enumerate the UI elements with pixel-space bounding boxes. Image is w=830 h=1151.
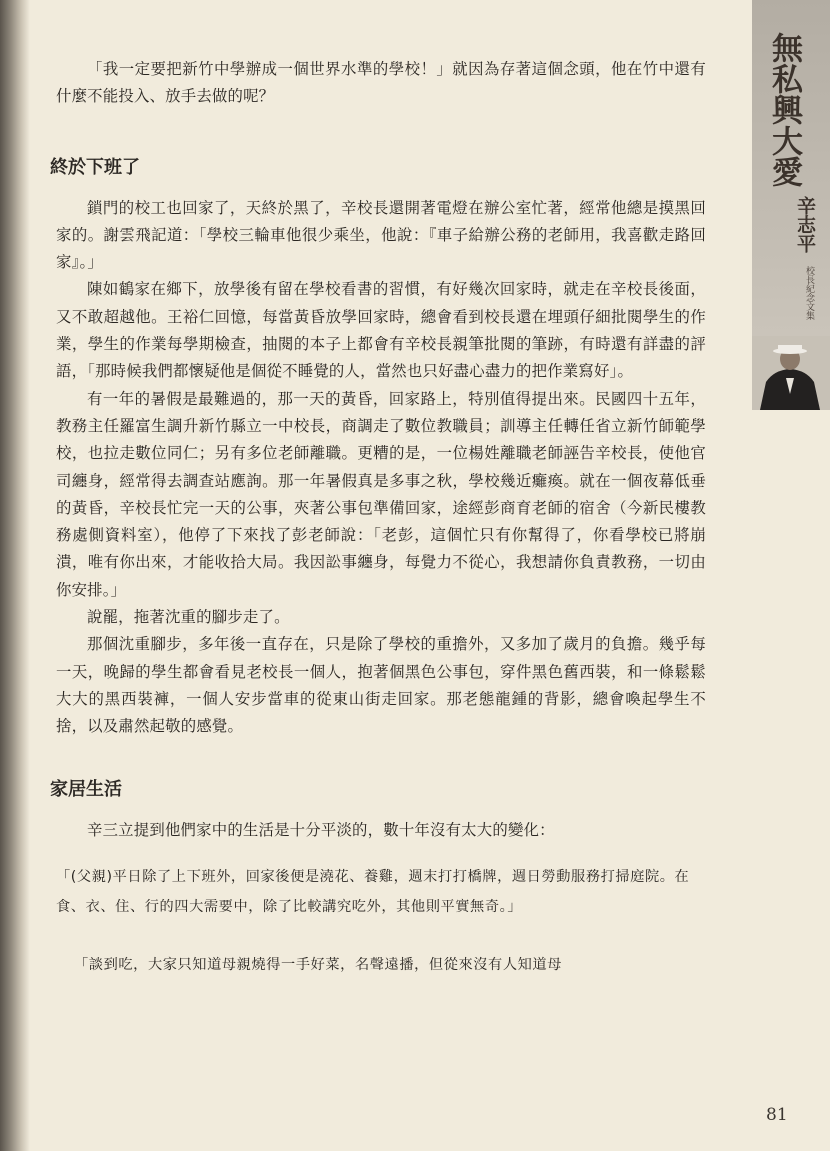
page-body [50,56,706,980]
section-heading-home-life: 家居生活 [50,778,122,800]
quote-block: 「談到吃，大家只知道母親燒得一手好菜，名聲遠播，但從來沒有人知道母 [74,956,562,973]
book-spine-shadow [0,0,30,1151]
author-photo [752,336,830,410]
page-number: 81 [766,1105,788,1125]
paragraph: 說罷，拖著沈重的腳步走了。 [87,608,290,627]
paragraph: 那個沈重腳步，多年後一直存在，只是除了學校的重擔外，又多加了歲月的負擔。幾乎每一天，晚歸的學生都會看見老校長一個人，抱著個黑色公事包，穿件黑色舊西裝，和一條鬆鬆大大的黑西裝褲，一個人安步當車的從東山街走回家。那老態龍鍾的背影，總會喚起學生不捨，以及肅然起敬的感覺。 [56,635,706,736]
paragraph: 陳如鶴家在鄉下，放學後有留在學校看書的習慣，有好幾次回家時，就走在辛校長後面，又不敢超越他。王裕仁回憶，每當黃昏放學回家時，總會看到校長還在埋頭仔細批閱學生的作業，學生的作業每學期檢查，抽閱的本子上都會有辛校長親筆批閱的筆跡，有時還有詳盡的評語，「那時候我們都懷疑他是個從不睡覺的人，當然也只好盡心盡力的把作業寫好」。 [56,280,706,381]
quote-block: 「(父親)平日除了上下班外，回家後便是澆花、養雞，週末打打橋牌，週日勞動服務打掃庭院。在食、衣、住、行的四大需要中，除了比較講究吃外，其他則平實無奇。」 [56,868,690,915]
section-lead: 辛三立提到他們家中的生活是十分平淡的，數十年沒有太大的變化： [87,820,555,839]
series-title: 無私興大愛 [766,32,802,187]
author-subtitle: 校長紀念文集 [804,266,814,320]
paragraph: 有一年的暑假是最難過的，那一天的黃昏，回家路上，特別值得提出來。民國四十五年，教務主任羅富生調升新竹縣立一中校長，商調走了數位教職員；訓導主任轉任省立新竹師範學校，也拉走數位同仁；另有多位老師離職。更糟的是，一位楊姓離職老師誣告辛校長，使他官司纏身，經常得去調查站應詢。那一年暑假真是多事之秋，學校幾近癱瘓。就在一個夜幕低垂的黃昏，辛校長忙完一天的公事，夾著公事包準備回家，途經彭商育老師的宿舍（今新民樓教務處側資料室），他停了下來找了彭老師說：「老彭，這個忙只有你幫得了，你看學校已將崩潰，唯有你出來，才能收拾大局。我因訟事纏身，每覺力不從心，我想請你負責教務，一切由你安排。」 [56,389,706,599]
intro-paragraph: 「我一定要把新竹中學辦成一個世界水準的學校！」就因為存著這個念頭，他在竹中還有什麼不能投入、放手去做的呢？ [56,60,706,106]
author-name: 辛志平 [794,196,816,253]
paragraph: 鎖門的校工也回家了，天終於黑了，辛校長還開著電燈在辦公室忙著，經常他總是摸黑回家的。謝雲飛記道：「學校三輪車他很少乘坐，他說：『車子給辦公務的老師用，我喜歡走路回家』。」 [56,198,706,272]
section-heading-off-work: 終於下班了 [50,156,140,178]
